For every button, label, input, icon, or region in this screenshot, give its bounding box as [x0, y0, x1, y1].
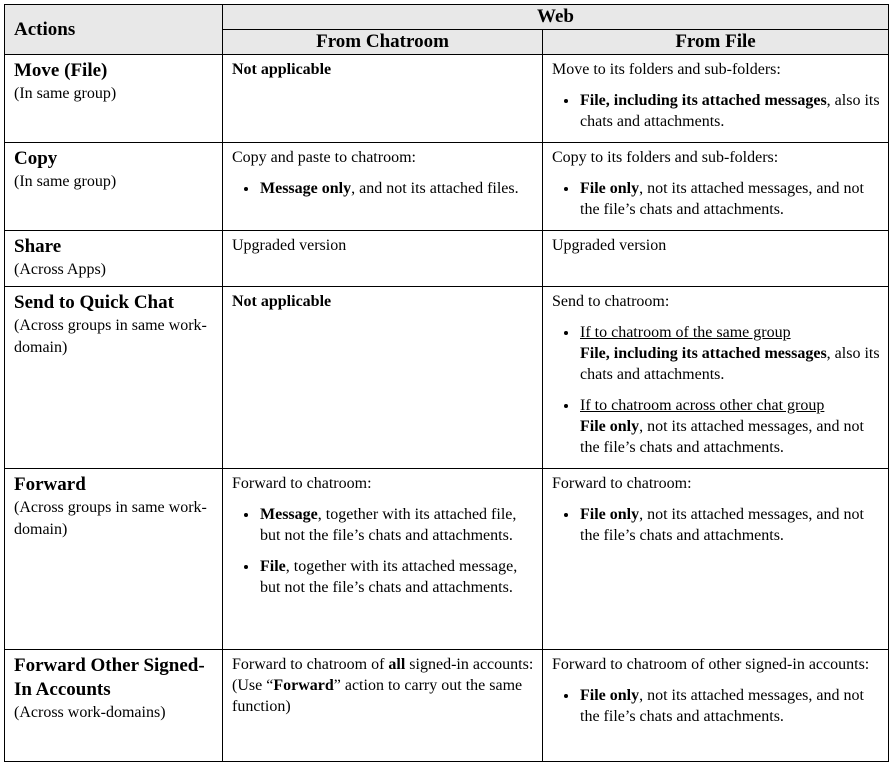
chatroom-cell — [223, 650, 543, 762]
chatroom-cell — [223, 469, 543, 650]
actions-table — [4, 4, 889, 762]
row-forward-other-accounts — [5, 650, 889, 762]
list-item: • File only, not its attached messages, and not the file’s chats and attachments. — [579, 685, 880, 727]
action-cell — [5, 231, 223, 287]
cell-text: Upgraded version — [552, 237, 667, 254]
bullet-list — [552, 504, 880, 546]
action-scope: (In same group) — [14, 173, 117, 190]
chatroom-cell — [223, 287, 543, 469]
bullet-list — [552, 178, 880, 220]
header-from-chatroom: From Chatroom — [223, 30, 543, 55]
action-scope: (Across groups in same work-domain) — [14, 499, 207, 538]
cell-intro: Copy and paste to chatroom: — [232, 149, 416, 166]
action-scope: (Across work-domains) — [14, 704, 166, 721]
list-item: • File only, not its attached messages, and not the file’s chats and attachments. — [579, 504, 880, 546]
bullet-list — [552, 685, 880, 727]
list-item: • File only, not its attached messages, and not the file’s chats and attachments. — [579, 178, 880, 220]
bullet-list — [552, 90, 880, 132]
file-cell — [543, 143, 889, 231]
row-move — [5, 55, 889, 143]
header-web: Web — [223, 5, 889, 30]
bullet-list — [552, 322, 880, 458]
cell-note: (Use “Forward” action to carry out the same function) — [232, 677, 523, 715]
header-actions: Actions — [5, 5, 223, 55]
file-cell — [543, 650, 889, 762]
action-cell — [5, 55, 223, 143]
row-forward — [5, 469, 889, 650]
list-item: • File, including its attached messages, also its chats and attachments. — [579, 90, 880, 132]
row-share — [5, 231, 889, 287]
header-from-file: From File — [543, 30, 889, 55]
chatroom-cell — [223, 55, 543, 143]
bullet-list — [232, 178, 534, 199]
cell-intro: Copy to its folders and sub-folders: — [552, 149, 779, 166]
not-applicable-text: Not applicable — [232, 61, 332, 78]
file-cell — [543, 469, 889, 650]
cell-text: Upgraded version — [232, 237, 347, 254]
action-scope: (Across groups in same work-domain) — [14, 317, 207, 356]
cell-intro: Forward to chatroom: — [232, 475, 372, 492]
cell-intro: Forward to chatroom of all signed-in accounts: — [232, 656, 534, 673]
cell-intro: Forward to chatroom: — [552, 475, 692, 492]
list-item: • If to chatroom across other chat group File only, not its attached messages, and not the file’s chats and attachments. — [579, 395, 880, 458]
action-cell — [5, 469, 223, 650]
action-cell — [5, 287, 223, 469]
action-scope: (Across Apps) — [14, 261, 106, 278]
action-title: Share — [14, 236, 62, 257]
chatroom-cell — [223, 231, 543, 287]
not-applicable-text: Not applicable — [232, 293, 332, 310]
file-cell — [543, 287, 889, 469]
row-copy — [5, 143, 889, 231]
file-cell — [543, 231, 889, 287]
list-item: • Message, together with its attached file, but not the file’s chats and attachments. — [259, 504, 534, 546]
row-send-quick-chat — [5, 287, 889, 469]
action-title: Move (File) — [14, 60, 108, 81]
bullet-list — [232, 504, 534, 598]
action-scope: (In same group) — [14, 85, 117, 102]
file-cell — [543, 55, 889, 143]
action-cell — [5, 143, 223, 231]
list-item: • Message only, and not its attached files. — [259, 178, 534, 199]
list-item: • If to chatroom of the same group File, including its attached messages, also its chats and attachments. — [579, 322, 880, 385]
action-title: Forward — [14, 474, 86, 495]
cell-intro: Forward to chatroom of other signed-in accounts: — [552, 656, 870, 673]
cell-intro: Move to its folders and sub-folders: — [552, 61, 781, 78]
list-item: • File, together with its attached message, but not the file’s chats and attachments. — [259, 556, 534, 598]
action-title: Send to Quick Chat — [14, 292, 174, 313]
action-title: Forward Other Signed-In Accounts — [14, 655, 205, 700]
action-title: Copy — [14, 148, 58, 169]
action-cell — [5, 650, 223, 762]
cell-intro: Send to chatroom: — [552, 293, 670, 310]
chatroom-cell — [223, 143, 543, 231]
